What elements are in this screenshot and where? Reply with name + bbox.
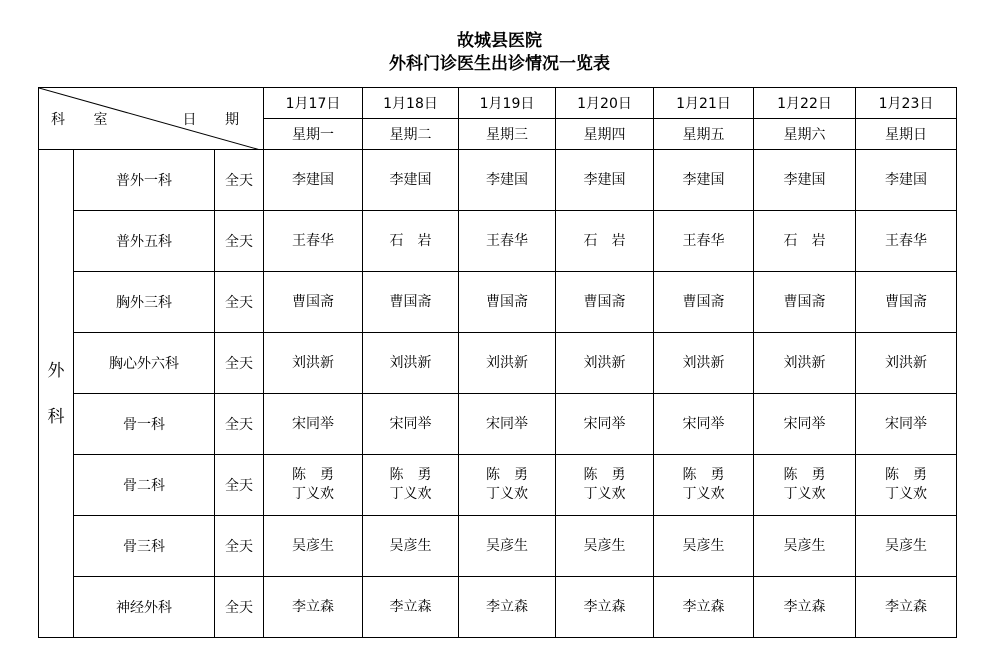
doctor-name: 曹国斋 <box>682 293 725 310</box>
doctor-cell <box>654 455 754 516</box>
doctor-cell <box>754 455 856 516</box>
doctor-cell <box>556 455 654 516</box>
doctor-cell <box>856 455 957 516</box>
doctor-name: 刘洪新 <box>292 354 334 371</box>
doctor-cell <box>264 211 363 272</box>
doctor-cell <box>264 577 363 638</box>
doctor-name: 曹国斋 <box>389 293 432 310</box>
doctor-name: 李立森 <box>783 598 826 615</box>
doctor-name: 曹国斋 <box>583 293 626 310</box>
section-name-cell: 神经外科 <box>74 577 215 638</box>
weekday-header-cell: 星期一 <box>264 119 363 150</box>
doctor-cell <box>459 394 556 455</box>
doctor-name: 刘洪新 <box>783 354 826 371</box>
doctor-cell <box>556 150 654 211</box>
doctor-cell <box>363 211 459 272</box>
doctor-name: 陈 勇 <box>682 467 725 483</box>
doctor-cell <box>363 333 459 394</box>
doctor-name: 丁义欢 <box>885 486 927 502</box>
section-name-cell: 骨三科 <box>74 516 215 577</box>
doctor-cell <box>264 150 363 211</box>
doctor-cell <box>459 272 556 333</box>
doctor-name: 宋同举 <box>583 415 626 432</box>
time-cell: 全天 <box>215 455 264 516</box>
corner-label-department: 科 室 <box>51 112 120 128</box>
doctor-name: 丁义欢 <box>583 486 626 502</box>
doctor-name: 陈 勇 <box>583 467 626 483</box>
table-row <box>39 455 957 516</box>
department-char: 科 <box>47 406 65 427</box>
header-dates-row <box>39 88 957 119</box>
section-name-cell: 普外一科 <box>74 150 215 211</box>
time-cell: 全天 <box>215 577 264 638</box>
doctor-name: 李建国 <box>292 171 334 188</box>
weekday-header-cell: 星期二 <box>363 119 459 150</box>
doctor-cell <box>363 455 459 516</box>
doctor-cell <box>556 333 654 394</box>
weekday-header-cell: 星期四 <box>556 119 654 150</box>
doctor-cell <box>856 577 957 638</box>
table-row <box>39 211 957 272</box>
doctor-name: 李立森 <box>583 598 626 615</box>
weekday-header-cell: 星期日 <box>856 119 957 150</box>
doctor-cell <box>556 272 654 333</box>
doctor-name: 吴彦生 <box>682 537 725 554</box>
date-header-cell: 1月23日 <box>856 88 957 119</box>
doctor-cell <box>654 516 754 577</box>
doctor-name: 吴彦生 <box>486 537 528 554</box>
date-header-cell: 1月19日 <box>459 88 556 119</box>
doctor-cell <box>654 150 754 211</box>
doctor-cell <box>856 394 957 455</box>
doctor-cell <box>363 272 459 333</box>
time-cell: 全天 <box>215 394 264 455</box>
doctor-name: 李立森 <box>486 598 528 615</box>
doctor-name: 吴彦生 <box>885 537 927 554</box>
section-name-cell: 胸外三科 <box>74 272 215 333</box>
doctor-cell <box>264 333 363 394</box>
doctor-cell <box>459 516 556 577</box>
time-cell: 全天 <box>215 211 264 272</box>
doctor-name: 宋同举 <box>389 415 432 432</box>
clinic-schedule-table <box>38 87 957 638</box>
weekday-header-cell: 星期五 <box>654 119 754 150</box>
doctor-name: 曹国斋 <box>885 293 927 310</box>
header-corner-cell <box>39 88 264 150</box>
doctor-name: 丁义欢 <box>292 486 334 502</box>
doctor-name: 石 岩 <box>783 232 826 249</box>
doctor-name: 李建国 <box>783 171 826 188</box>
date-header-cell: 1月20日 <box>556 88 654 119</box>
doctor-cell <box>856 516 957 577</box>
doctor-name: 陈 勇 <box>292 467 334 483</box>
doctor-name: 陈 勇 <box>783 467 826 483</box>
doctor-cell <box>363 150 459 211</box>
doctor-cell <box>363 394 459 455</box>
doctor-cell <box>556 394 654 455</box>
section-name-cell: 胸心外六科 <box>74 333 215 394</box>
doctor-name: 宋同举 <box>783 415 826 432</box>
doctor-name: 李立森 <box>389 598 432 615</box>
doctor-name: 丁义欢 <box>486 486 528 502</box>
doctor-name: 刘洪新 <box>486 354 528 371</box>
doctor-cell <box>654 577 754 638</box>
doctor-name: 陈 勇 <box>885 467 927 483</box>
doctor-cell <box>264 272 363 333</box>
doctor-cell <box>654 394 754 455</box>
time-cell: 全天 <box>215 272 264 333</box>
doctor-name: 刘洪新 <box>885 354 927 371</box>
doctor-cell <box>459 150 556 211</box>
doctor-name: 丁义欢 <box>389 486 432 502</box>
doctor-name: 李建国 <box>885 171 927 188</box>
doctor-name: 宋同举 <box>682 415 725 432</box>
table-row <box>39 394 957 455</box>
doctor-cell <box>459 333 556 394</box>
doctor-name: 陈 勇 <box>486 467 528 483</box>
doctor-name: 曹国斋 <box>292 293 334 310</box>
doctor-cell <box>754 394 856 455</box>
doctor-name: 李建国 <box>389 171 432 188</box>
doctor-cell <box>556 211 654 272</box>
doctor-name: 王春华 <box>486 232 528 249</box>
doctor-cell <box>754 211 856 272</box>
table-row <box>39 150 957 211</box>
doctor-cell <box>754 272 856 333</box>
table-row <box>39 577 957 638</box>
doctor-cell <box>264 455 363 516</box>
table-row <box>39 272 957 333</box>
doctor-cell <box>459 577 556 638</box>
department-char: 外 <box>47 360 65 381</box>
doctor-cell <box>459 211 556 272</box>
doctor-name: 吴彦生 <box>389 537 432 554</box>
doctor-cell <box>654 333 754 394</box>
doctor-name: 宋同举 <box>486 415 528 432</box>
doctor-cell <box>264 516 363 577</box>
doctor-name: 王春华 <box>885 232 927 249</box>
doctor-name: 刘洪新 <box>583 354 626 371</box>
table-row <box>39 516 957 577</box>
doctor-name: 陈 勇 <box>389 467 432 483</box>
doctor-name: 王春华 <box>682 232 725 249</box>
doctor-name: 石 岩 <box>583 232 626 249</box>
doctor-name: 丁义欢 <box>783 486 826 502</box>
doctor-cell <box>264 394 363 455</box>
corner-label-date: 日 期 <box>182 112 251 128</box>
doctor-name: 曹国斋 <box>486 293 528 310</box>
doctor-cell <box>754 577 856 638</box>
doctor-name: 李建国 <box>583 171 626 188</box>
doctor-cell <box>654 211 754 272</box>
doctor-name: 王春华 <box>292 232 334 249</box>
doctor-name: 曹国斋 <box>783 293 826 310</box>
time-cell: 全天 <box>215 516 264 577</box>
doctor-name: 丁义欢 <box>682 486 725 502</box>
table-row <box>39 333 957 394</box>
doctor-cell <box>654 272 754 333</box>
hospital-name: 故城县医院 <box>457 31 542 51</box>
doctor-name: 石 岩 <box>389 232 432 249</box>
doctor-cell <box>856 333 957 394</box>
weekday-header-cell: 星期六 <box>754 119 856 150</box>
doctor-name: 李建国 <box>486 171 528 188</box>
doctor-name: 吴彦生 <box>583 537 626 554</box>
doctor-name: 李立森 <box>885 598 927 615</box>
section-name-cell: 骨二科 <box>74 455 215 516</box>
date-header-cell: 1月18日 <box>363 88 459 119</box>
table-title: 外科门诊医生出诊情况一览表 <box>389 54 610 74</box>
doctor-cell <box>856 272 957 333</box>
time-cell: 全天 <box>215 150 264 211</box>
doctor-cell <box>754 333 856 394</box>
doctor-cell <box>856 150 957 211</box>
date-header-cell: 1月21日 <box>654 88 754 119</box>
doctor-name: 李建国 <box>682 171 725 188</box>
doctor-cell <box>363 577 459 638</box>
doctor-name: 宋同举 <box>885 415 927 432</box>
weekday-header-cell: 星期三 <box>459 119 556 150</box>
doctor-cell <box>459 455 556 516</box>
doctor-cell <box>556 577 654 638</box>
date-header-cell: 1月22日 <box>754 88 856 119</box>
doctor-cell <box>856 211 957 272</box>
doctor-name: 李立森 <box>682 598 725 615</box>
date-header-cell: 1月17日 <box>264 88 363 119</box>
doctor-name: 刘洪新 <box>682 354 725 371</box>
doctor-name: 吴彦生 <box>292 537 334 554</box>
section-name-cell: 骨一科 <box>74 394 215 455</box>
doctor-name: 宋同举 <box>292 415 334 432</box>
department-cell <box>39 150 74 638</box>
section-name-cell: 普外五科 <box>74 211 215 272</box>
doctor-cell <box>363 516 459 577</box>
doctor-name: 李立森 <box>292 598 334 615</box>
doctor-name: 吴彦生 <box>783 537 826 554</box>
doctor-cell <box>754 516 856 577</box>
doctor-name: 刘洪新 <box>389 354 432 371</box>
doctor-cell <box>556 516 654 577</box>
time-cell: 全天 <box>215 333 264 394</box>
doctor-cell <box>754 150 856 211</box>
